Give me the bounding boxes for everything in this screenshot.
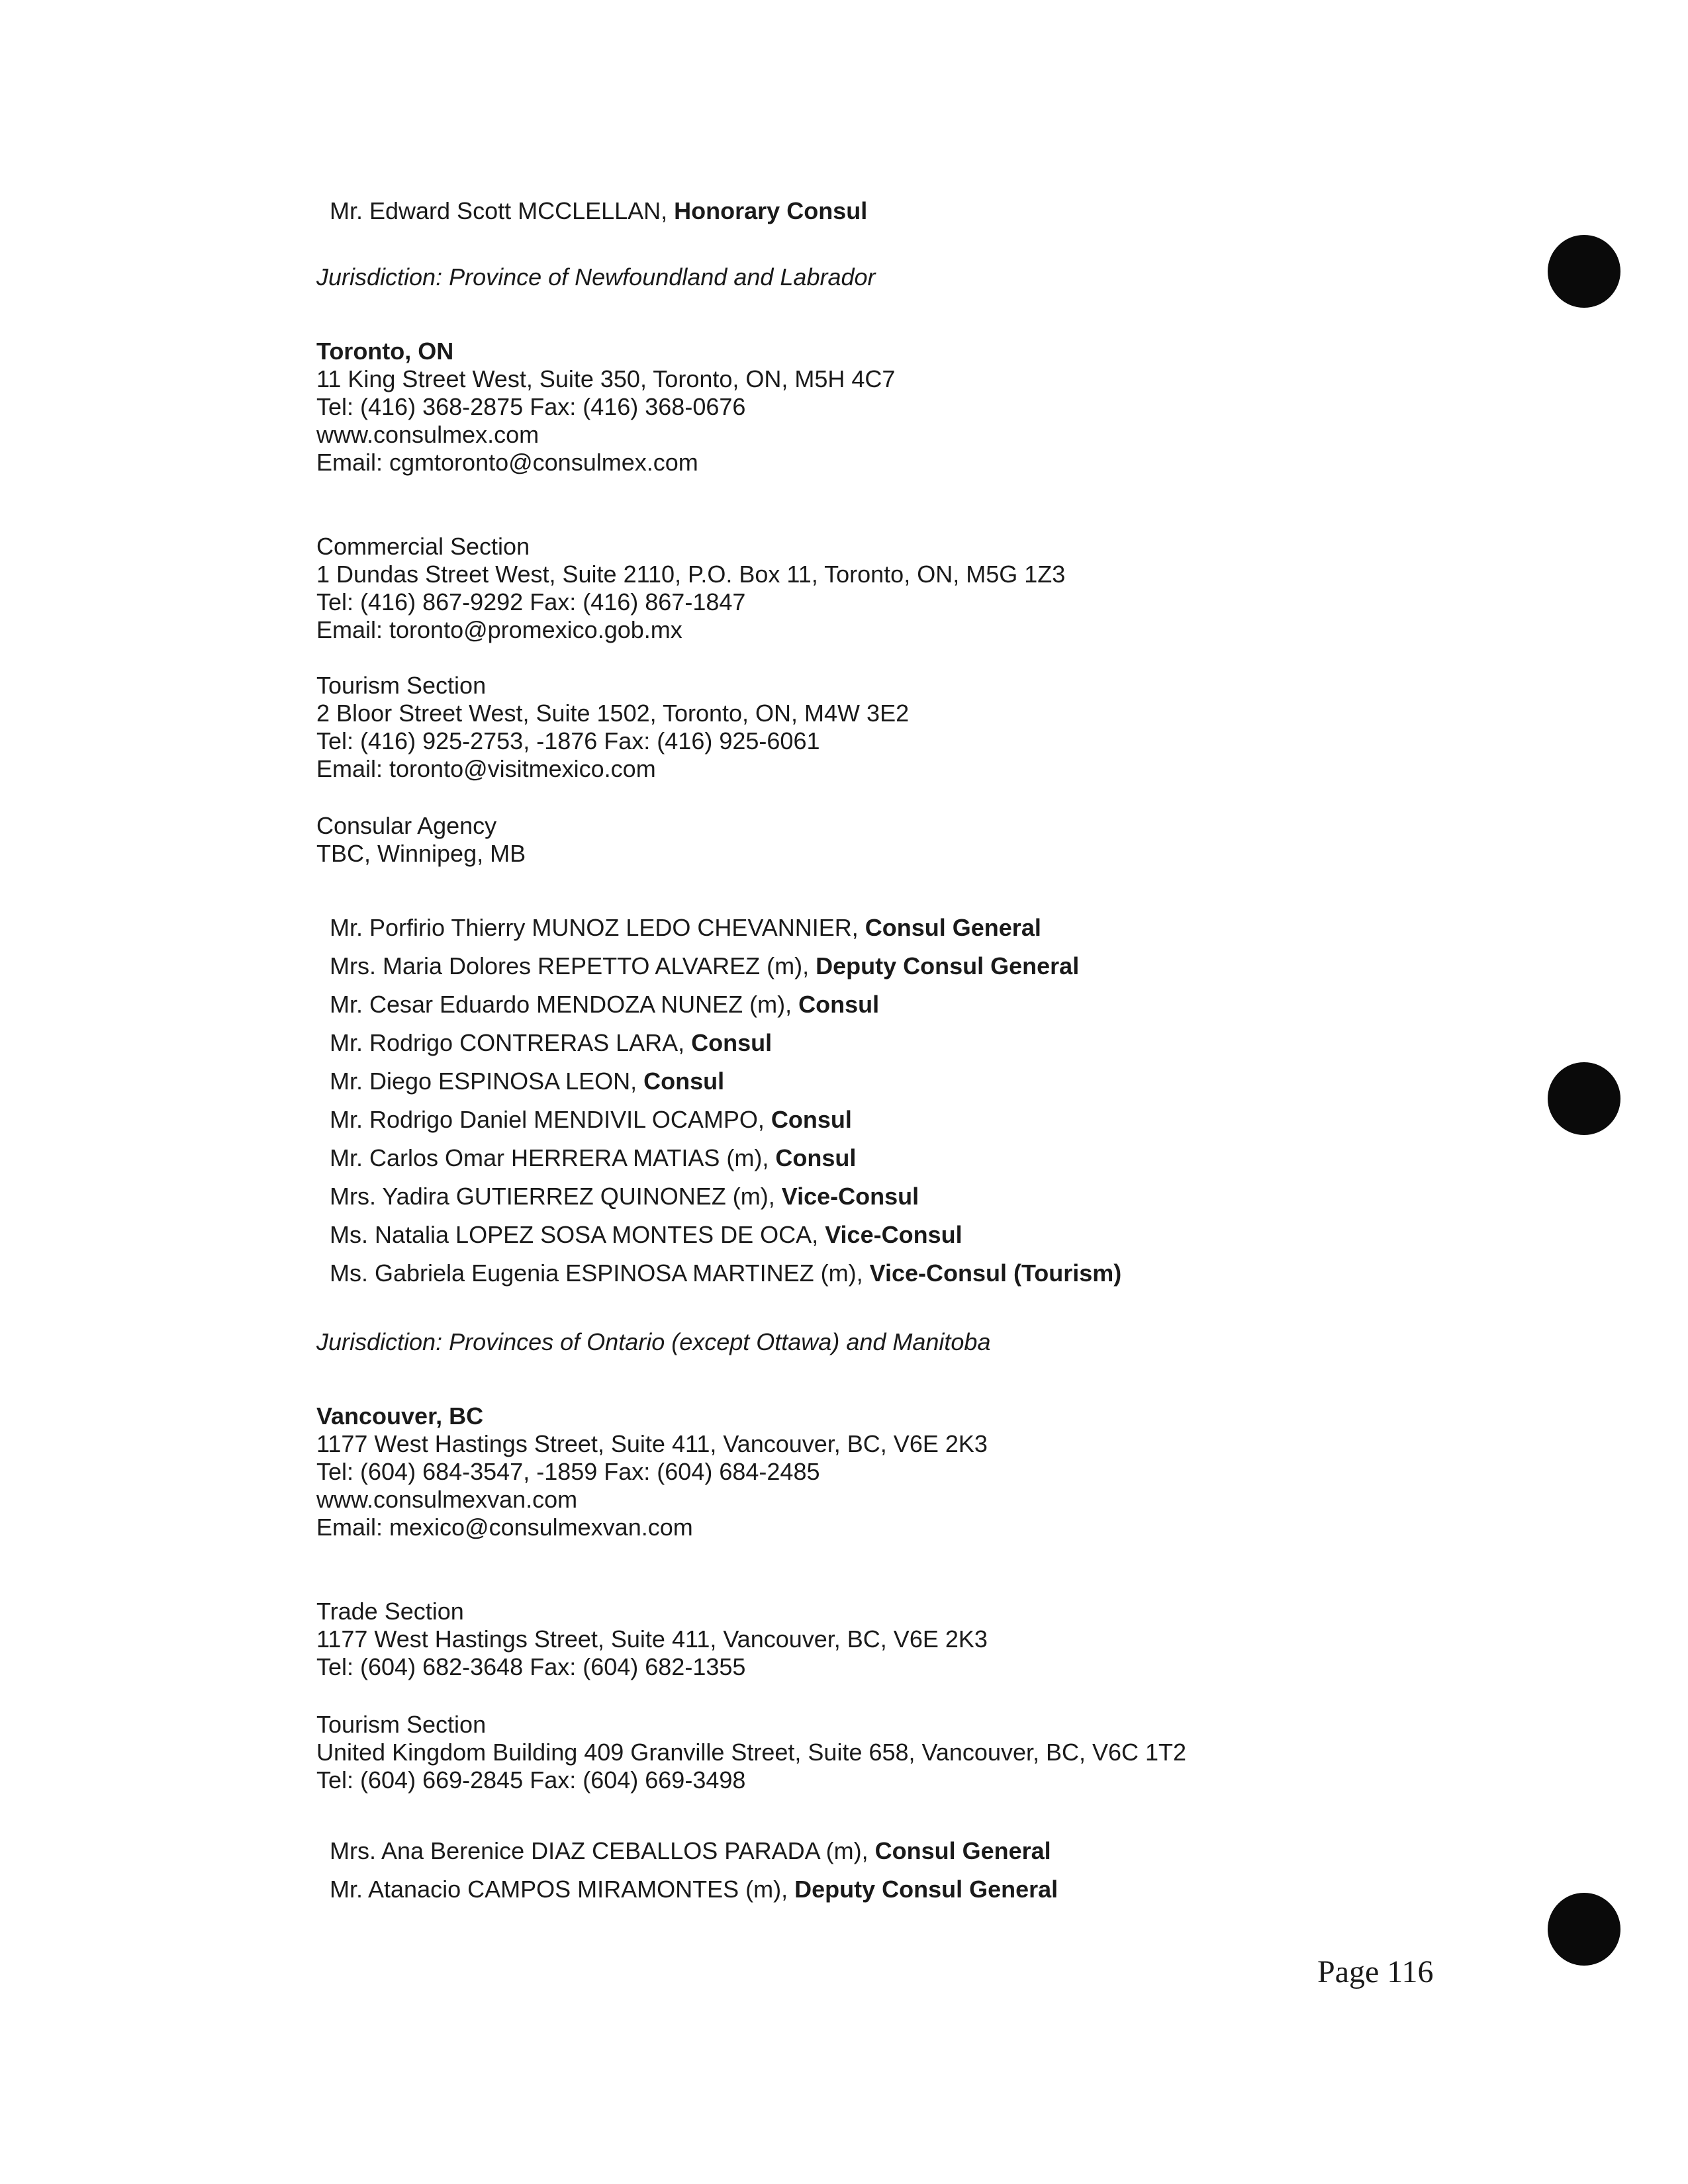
page-number: Page 116: [1317, 1954, 1434, 1989]
toronto-commercial-heading: Commercial Section: [316, 533, 530, 560]
toronto-tourism-phone: Tel: (416) 925-2753, -1876 Fax: (416) 925-6061: [316, 727, 820, 754]
city-heading-vancouver: Vancouver, BC: [316, 1402, 484, 1430]
toronto-address: 11 King Street West, Suite 350, Toronto, ON, M5H 4C7: [316, 365, 896, 392]
toronto-phone: Tel: (416) 368-2875 Fax: (416) 368-0676: [316, 393, 746, 420]
staff-name: Mrs. Maria Dolores REPETTO ALVAREZ (m),: [330, 952, 816, 979]
jurisdiction-newfoundland: Jurisdiction: Province of Newfoundland and Labrador: [316, 263, 876, 291]
vancouver-email: Email: mexico@consulmexvan.com: [316, 1514, 693, 1541]
toronto-website: www.consulmex.com: [316, 421, 539, 448]
staff-name: Ms. Natalia LOPEZ SOSA MONTES DE OCA,: [330, 1221, 825, 1248]
consular-agency-location: TBC, Winnipeg, MB: [316, 840, 526, 867]
staff-title: Consul General: [874, 1837, 1051, 1864]
staff-line: [330, 1259, 1121, 1287]
vancouver-address: 1177 West Hastings Street, Suite 411, Vancouver, BC, V6E 2K3: [316, 1430, 988, 1457]
staff-title: Consul: [691, 1029, 773, 1056]
staff-title: Vice-Consul (Tourism): [869, 1259, 1122, 1287]
vancouver-phone: Tel: (604) 684-3547, -1859 Fax: (604) 684-2485: [316, 1458, 820, 1485]
staff-line: [330, 1144, 856, 1172]
staff-line: [330, 991, 879, 1019]
toronto-email: Email: cgmtoronto@consulmex.com: [316, 449, 698, 476]
punch-hole-middle: [1548, 1062, 1620, 1135]
staff-name: Mr. Edward Scott MCCLELLAN,: [330, 197, 675, 224]
staff-title: Consul: [643, 1068, 725, 1095]
staff-title: Vice-Consul: [781, 1183, 919, 1210]
staff-name: Mr. Rodrigo CONTRERAS LARA,: [330, 1029, 692, 1056]
vancouver-tourism-address: United Kingdom Building 409 Granville Street, Suite 658, Vancouver, BC, V6C 1T2: [316, 1739, 1187, 1766]
staff-title: Deputy Consul General: [794, 1876, 1058, 1903]
staff-title: Deputy Consul General: [816, 952, 1080, 979]
staff-line: [330, 952, 1079, 980]
vancouver-trade-heading: Trade Section: [316, 1598, 464, 1625]
staff-title: Consul: [798, 991, 880, 1018]
toronto-tourism-heading: Tourism Section: [316, 672, 487, 699]
staff-line: [330, 1183, 919, 1210]
punch-hole-top: [1548, 235, 1620, 308]
punch-hole-bottom: [1548, 1893, 1620, 1966]
toronto-tourism-address: 2 Bloor Street West, Suite 1502, Toronto, ON, M4W 3E2: [316, 700, 910, 727]
staff-title: Consul General: [865, 914, 1041, 941]
staff-name: Mr. Diego ESPINOSA LEON,: [330, 1068, 644, 1095]
staff-name: Mr. Porfirio Thierry MUNOZ LEDO CHEVANNIER,: [330, 914, 865, 941]
staff-name: Mr. Carlos Omar HERRERA MATIAS (m),: [330, 1144, 776, 1171]
staff-name: Mr. Cesar Eduardo MENDOZA NUNEZ (m),: [330, 991, 799, 1018]
consular-agency-heading: Consular Agency: [316, 812, 497, 839]
city-heading-toronto: Toronto, ON: [316, 338, 454, 365]
vancouver-trade-address: 1177 West Hastings Street, Suite 411, Vancouver, BC, V6E 2K3: [316, 1625, 988, 1653]
staff-name: Mrs. Ana Berenice DIAZ CEBALLOS PARADA (m),: [330, 1837, 875, 1864]
staff-line: [330, 1876, 1058, 1903]
staff-name: Mrs. Yadira GUTIERREZ QUINONEZ (m),: [330, 1183, 782, 1210]
staff-line: [330, 1837, 1051, 1865]
vancouver-trade-phone: Tel: (604) 682-3648 Fax: (604) 682-1355: [316, 1653, 746, 1680]
staff-line: [330, 1068, 724, 1095]
vancouver-tourism-phone: Tel: (604) 669-2845 Fax: (604) 669-3498: [316, 1766, 746, 1794]
toronto-commercial-address: 1 Dundas Street West, Suite 2110, P.O. Box 11, Toronto, ON, M5G 1Z3: [316, 561, 1066, 588]
staff-name: Mr. Rodrigo Daniel MENDIVIL OCAMPO,: [330, 1106, 771, 1133]
toronto-commercial-email: Email: toronto@promexico.gob.mx: [316, 616, 682, 643]
staff-title: Vice-Consul: [825, 1221, 962, 1248]
staff-title: Consul: [771, 1106, 852, 1133]
staff-name: Ms. Gabriela Eugenia ESPINOSA MARTINEZ (m),: [330, 1259, 870, 1287]
staff-line: [330, 1106, 852, 1134]
jurisdiction-ontario-manitoba: Jurisdiction: Provinces of Ontario (except Ottawa) and Manitoba: [316, 1328, 991, 1355]
staff-line: [330, 914, 1041, 942]
vancouver-website: www.consulmexvan.com: [316, 1486, 578, 1513]
staff-line: [330, 1029, 772, 1057]
vancouver-tourism-heading: Tourism Section: [316, 1711, 487, 1738]
staff-title: Honorary Consul: [674, 197, 868, 224]
staff-title: Consul: [775, 1144, 857, 1171]
honorary-consul-entry: [330, 197, 867, 225]
staff-name: Mr. Atanacio CAMPOS MIRAMONTES (m),: [330, 1876, 795, 1903]
staff-line: [330, 1221, 962, 1249]
toronto-commercial-phone: Tel: (416) 867-9292 Fax: (416) 867-1847: [316, 588, 746, 615]
toronto-tourism-email: Email: toronto@visitmexico.com: [316, 755, 656, 782]
